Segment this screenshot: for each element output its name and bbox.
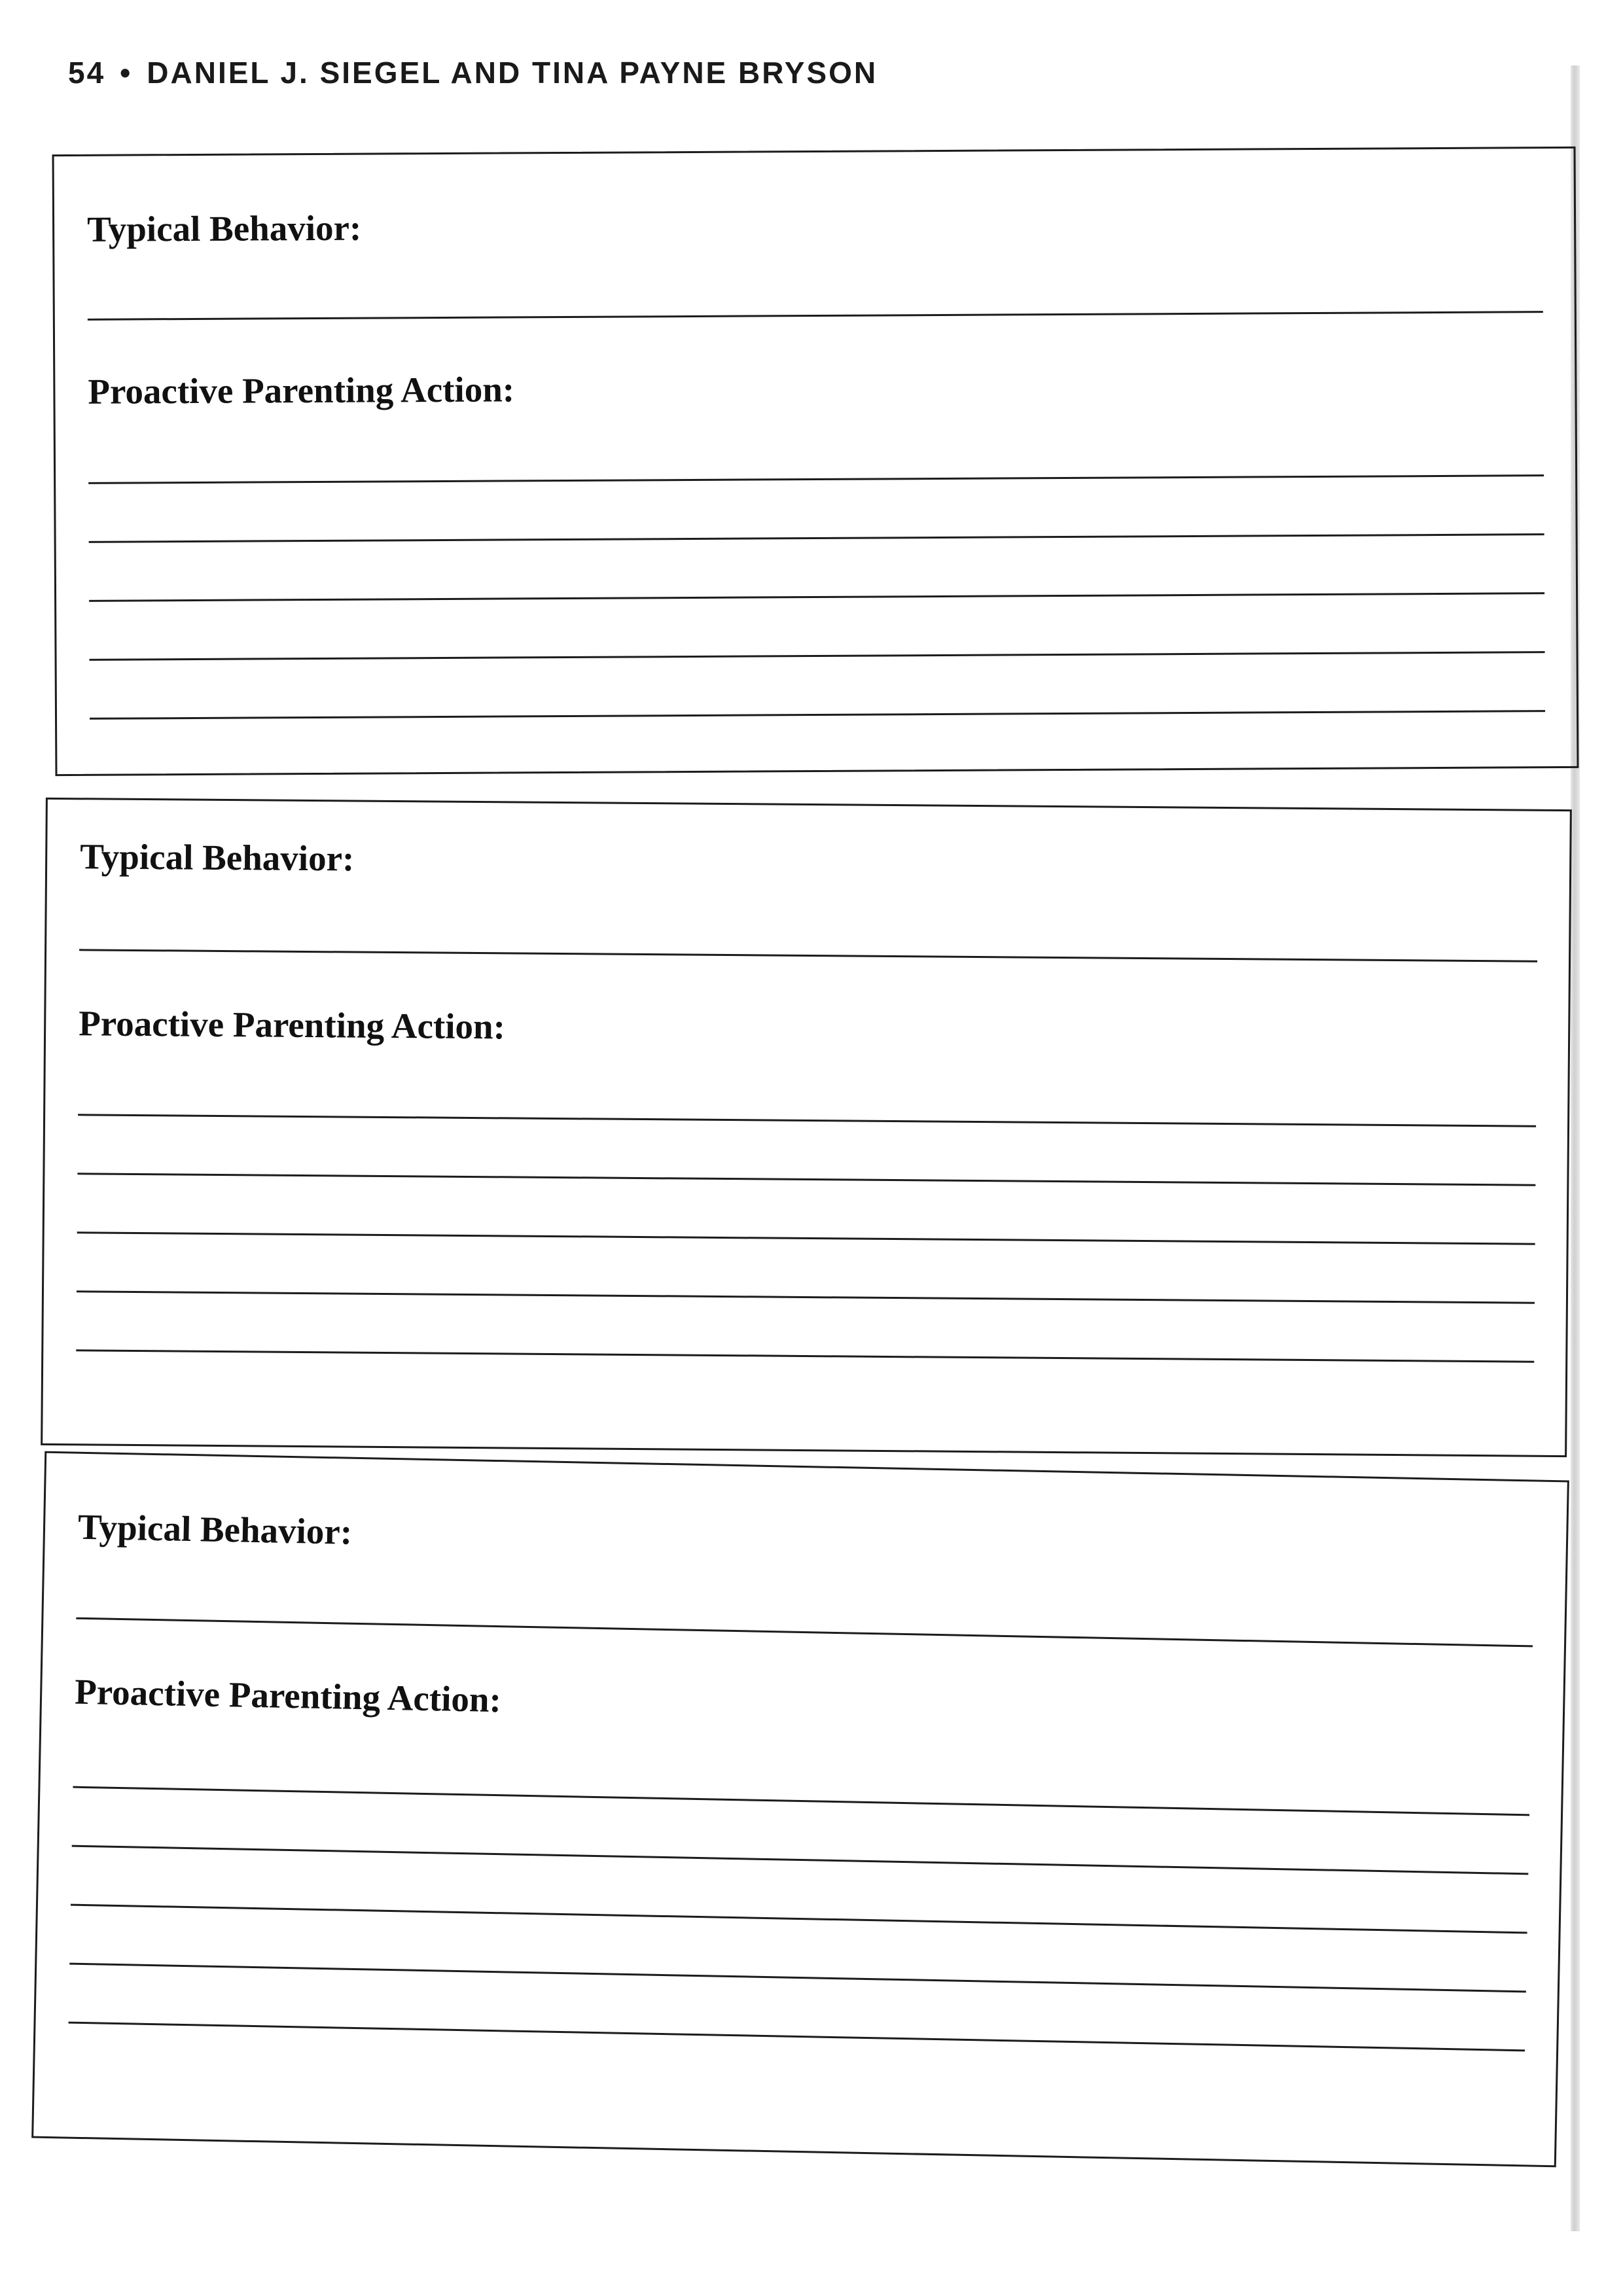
typical-behavior-label: Typical Behavior: <box>77 1506 353 1552</box>
typical-behavior-label: Typical Behavior: <box>79 836 355 879</box>
proactive-action-line-5[interactable] <box>90 710 1545 720</box>
typical-behavior-line[interactable] <box>79 949 1537 962</box>
proactive-action-line-4[interactable] <box>90 651 1545 661</box>
proactive-action-line-1[interactable] <box>78 1114 1536 1127</box>
proactive-action-line-3[interactable] <box>77 1231 1535 1245</box>
typical-behavior-label: Typical Behavior: <box>86 207 362 249</box>
proactive-action-line-2[interactable] <box>77 1173 1535 1186</box>
proactive-action-line-1[interactable] <box>88 474 1544 484</box>
worksheet-form-2 <box>41 798 1572 1457</box>
proactive-action-line-2[interactable] <box>72 1845 1529 1875</box>
proactive-action-label: Proactive Parenting Action: <box>74 1671 502 1720</box>
proactive-action-line-2[interactable] <box>89 533 1544 543</box>
proactive-action-line-1[interactable] <box>73 1786 1529 1816</box>
proactive-action-line-4[interactable] <box>69 1963 1526 1993</box>
running-head <box>68 55 878 90</box>
worksheet-form-1 <box>52 147 1579 776</box>
typical-behavior-line[interactable] <box>76 1617 1533 1648</box>
proactive-action-label: Proactive Parenting Action: <box>78 1003 506 1047</box>
proactive-action-label: Proactive Parenting Action: <box>88 369 515 412</box>
worksheet-form-3 <box>31 1451 1569 2168</box>
typical-behavior-line[interactable] <box>88 311 1543 321</box>
proactive-action-line-5[interactable] <box>76 1349 1534 1362</box>
proactive-action-line-3[interactable] <box>71 1904 1527 1934</box>
header-separator: • <box>120 56 133 90</box>
proactive-action-line-4[interactable] <box>77 1290 1535 1303</box>
proactive-action-line-3[interactable] <box>89 592 1544 602</box>
proactive-action-line-5[interactable] <box>69 2022 1525 2052</box>
page-number: 54 <box>68 56 106 90</box>
author-names: DANIEL J. SIEGEL AND TINA PAYNE BRYSON <box>147 56 878 90</box>
